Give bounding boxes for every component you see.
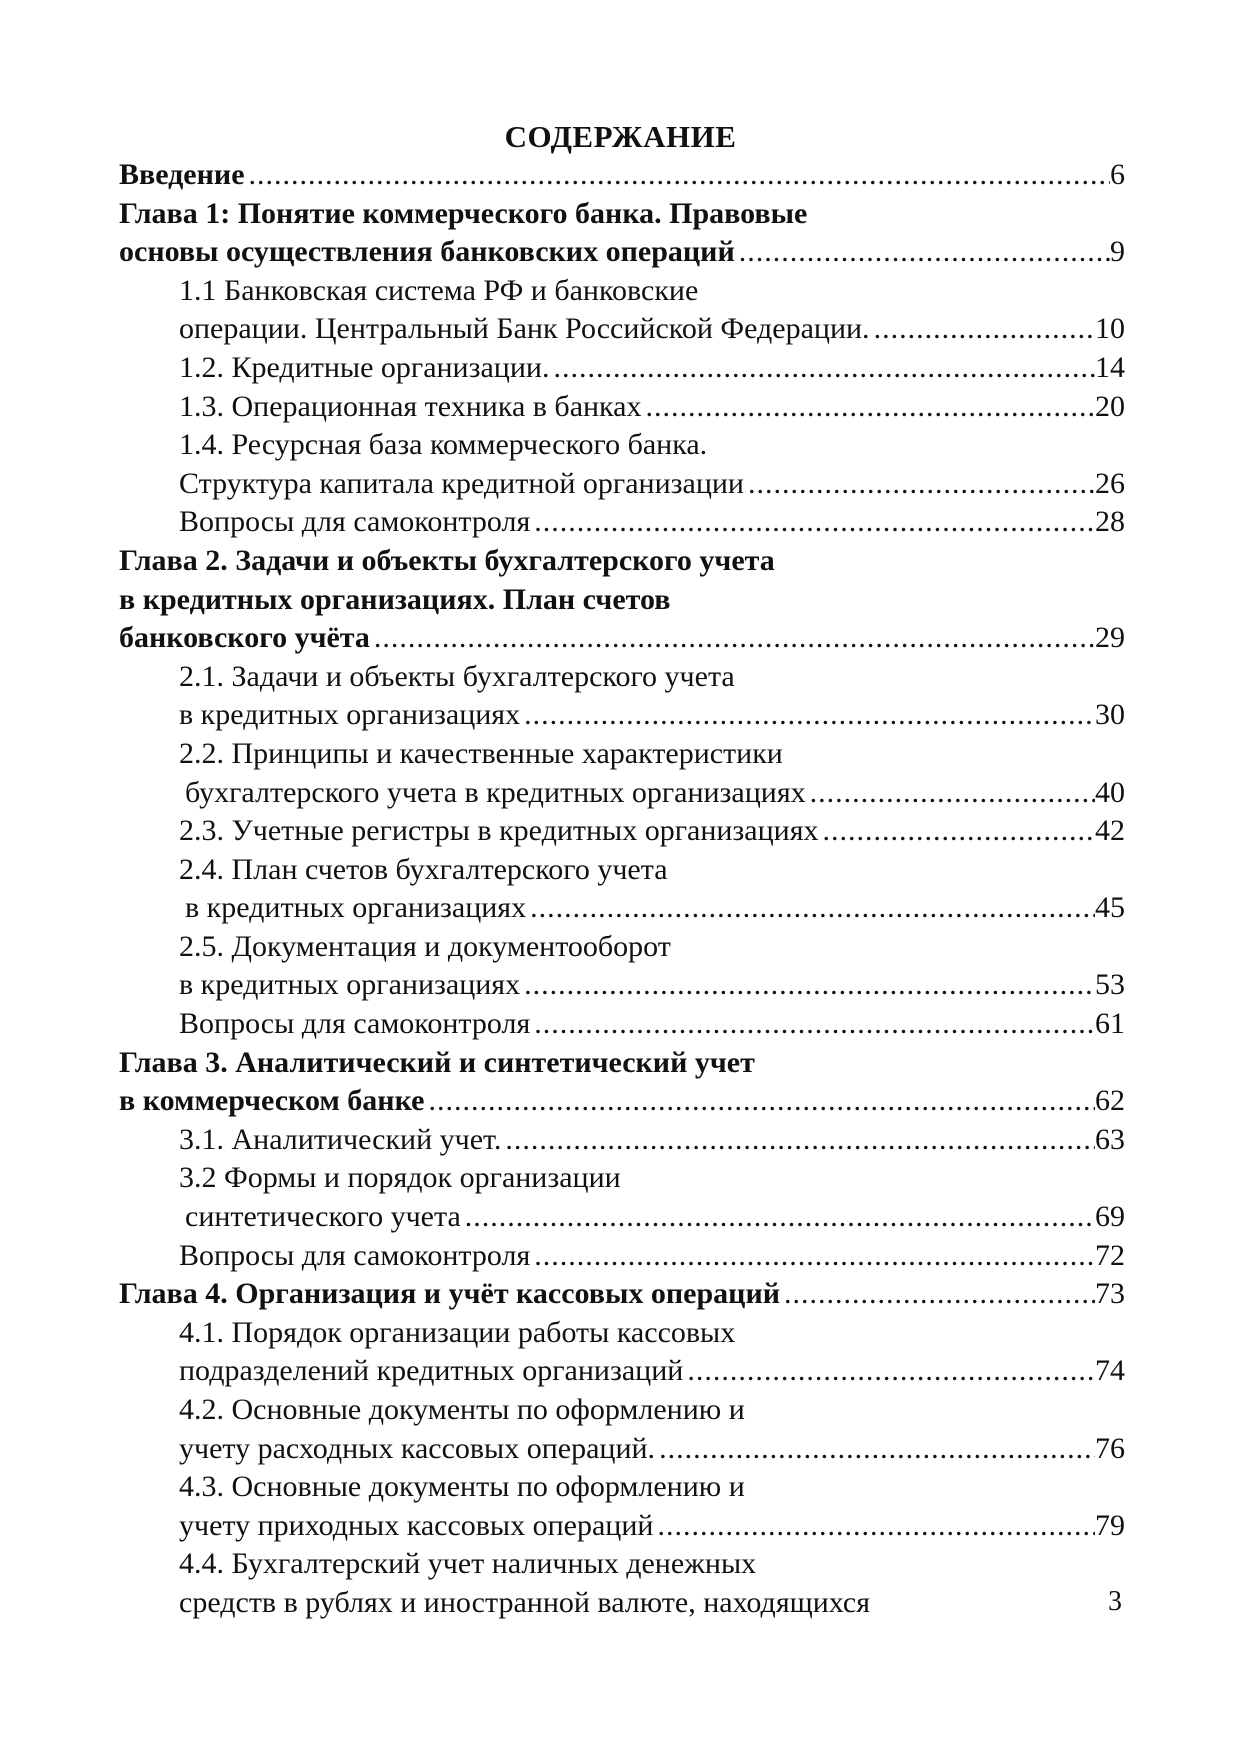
toc-subentry — [119, 465, 1125, 504]
toc-page-number: 14 — [1095, 350, 1125, 384]
toc-entry-text: Глава 3. Аналитический и синтетический учет — [119, 1045, 755, 1079]
toc-entry-text: средств в рублях и иностранной валюте, находящихся — [179, 1585, 871, 1619]
toc-leader-dots — [549, 349, 1095, 388]
toc-page-number: 69 — [1095, 1200, 1125, 1234]
toc-leader-dots — [520, 966, 1095, 1005]
toc-entry — [119, 581, 1125, 620]
toc-subentry — [119, 1198, 1125, 1237]
toc-entry-text: учету приходных кассовых операций — [179, 1508, 654, 1542]
toc-subentry — [119, 503, 1125, 542]
toc-page-number: 10 — [1095, 312, 1125, 346]
toc-page-number: 79 — [1095, 1508, 1125, 1542]
toc-subentry — [119, 1005, 1125, 1044]
toc-entry-text: 1.4. Ресурсная база коммерческого банка. — [179, 428, 708, 462]
toc-entry-text: учету расходных кассовых операций. — [179, 1431, 656, 1465]
toc-leader-dots — [370, 619, 1095, 658]
toc-leader-dots — [526, 889, 1095, 928]
toc-leader-dots — [806, 774, 1095, 813]
toc-page-number: 30 — [1095, 698, 1125, 732]
toc-entry — [119, 1044, 1125, 1083]
toc-subentry — [119, 1430, 1125, 1469]
toc-subentry — [119, 426, 1125, 465]
toc-page-number: 45 — [1095, 891, 1125, 925]
toc-entry — [119, 195, 1125, 234]
toc-entry-text: 2.3. Учетные регистры в кредитных организациях — [179, 814, 819, 848]
toc-subentry — [119, 735, 1125, 774]
toc-page-number: 63 — [1095, 1122, 1125, 1156]
toc-page-number: 42 — [1095, 814, 1125, 848]
toc-entry-text: в кредитных организациях — [179, 968, 521, 1002]
toc-page-number: 72 — [1095, 1238, 1125, 1272]
toc-entry-text: операции. Центральный Банк Российской Федерации. — [179, 312, 870, 346]
toc-subentry — [119, 1159, 1125, 1198]
toc-subentry — [119, 658, 1125, 697]
toc-entry-text: 1.1 Банковская система РФ и банковские — [179, 273, 699, 307]
toc-entry — [119, 156, 1125, 195]
toc-page-number: 26 — [1095, 466, 1125, 500]
toc-entry — [119, 233, 1125, 272]
toc-page-number: 53 — [1095, 968, 1125, 1002]
toc-leader-dots — [744, 465, 1095, 504]
toc-page-number: 61 — [1095, 1007, 1125, 1041]
toc-entry — [119, 542, 1125, 581]
toc-leader-dots — [653, 1507, 1095, 1546]
toc-subentry — [119, 1468, 1125, 1507]
toc-page-number: 20 — [1095, 389, 1125, 423]
toc-entry-text: в кредитных организациях — [179, 698, 521, 732]
toc-subentry — [119, 889, 1125, 928]
page-number: 3 — [1108, 1586, 1122, 1617]
toc-subentry — [119, 1314, 1125, 1353]
toc-leader-dots — [530, 503, 1095, 542]
toc-entry-text: 1.2. Кредитные организации. — [179, 350, 550, 384]
page-title: СОДЕРЖАНИЕ — [504, 119, 737, 154]
toc-entry-text: в кредитных организациях — [185, 891, 527, 925]
toc-entry-text: Глава 4. Организация и учёт кассовых операций — [119, 1277, 781, 1311]
toc-leader-dots — [642, 388, 1096, 427]
toc-entry — [119, 1275, 1125, 1314]
toc-subentry — [119, 1237, 1125, 1276]
toc-leader-dots — [245, 156, 1110, 195]
toc-entry-text: Глава 1: Понятие коммерческого банка. Правовые — [119, 196, 808, 230]
toc-subentry — [119, 1121, 1125, 1160]
toc-leader-dots — [780, 1275, 1095, 1314]
toc-entry-text: 4.3. Основные документы по оформлению и — [179, 1470, 745, 1504]
toc-subentry — [119, 696, 1125, 735]
toc-leader-dots — [735, 233, 1110, 272]
toc-subentry — [119, 349, 1125, 388]
toc-entry-text: Вопросы для самоконтроля — [179, 505, 531, 539]
toc-subentry — [119, 1584, 1125, 1623]
toc-entry-text: в коммерческом банке — [119, 1084, 425, 1118]
toc-subentry — [119, 774, 1125, 813]
toc-entry-text: банковского учёта — [119, 621, 370, 655]
toc-entry-text: 3.2 Формы и порядок организации — [179, 1161, 621, 1195]
toc-leader-dots — [530, 1005, 1095, 1044]
toc-subentry — [119, 928, 1125, 967]
toc-entry-text: подразделений кредитных организаций — [179, 1354, 684, 1388]
toc-subentry — [119, 1507, 1125, 1546]
toc-entry-text: бухгалтерского учета в кредитных организациях — [185, 775, 806, 809]
toc-entry — [119, 619, 1125, 658]
toc-entry-text: основы осуществления банковских операций — [119, 235, 735, 269]
toc-page-number: 29 — [1095, 621, 1125, 655]
toc-subentry — [119, 310, 1125, 349]
toc-subentry — [119, 966, 1125, 1005]
toc-leader-dots — [424, 1082, 1095, 1121]
toc-page-number: 40 — [1095, 775, 1125, 809]
toc-entry-text: 4.2. Основные документы по оформлению и — [179, 1393, 745, 1426]
toc-entry-text: 2.5. Документация и документооборот — [179, 929, 671, 963]
toc-page-number: 73 — [1095, 1277, 1125, 1311]
toc-leader-dots — [461, 1198, 1095, 1237]
toc-entry-text: в кредитных организациях. План счетов — [119, 582, 671, 616]
toc-page-number: 9 — [1110, 235, 1125, 269]
toc-entry-text: 2.1. Задачи и объекты бухгалтерского учета — [179, 659, 735, 693]
toc-leader-dots — [530, 1237, 1095, 1276]
toc-leader-dots — [819, 812, 1095, 851]
toc-entry-text: 1.3. Операционная техника в банках — [179, 389, 642, 423]
toc-page-number: 62 — [1095, 1084, 1125, 1118]
toc-page-number: 6 — [1110, 158, 1125, 191]
toc-subentry — [119, 1352, 1125, 1391]
toc-leader-dots — [501, 1121, 1095, 1160]
toc-page-number: 76 — [1095, 1431, 1125, 1465]
toc-page-number: 74 — [1095, 1354, 1125, 1388]
toc-subentry — [119, 1545, 1125, 1584]
toc-entry — [119, 1082, 1125, 1121]
toc-page-number: 28 — [1095, 505, 1125, 539]
toc-leader-dots — [683, 1352, 1095, 1391]
toc-leader-dots — [870, 310, 1095, 349]
toc-subentry — [119, 272, 1125, 311]
toc-leader-dots — [520, 696, 1095, 735]
toc-subentry — [119, 812, 1125, 851]
toc-entry-text: Глава 2. Задачи и объекты бухгалтерского учета — [119, 543, 775, 577]
table-of-contents — [119, 156, 1125, 1623]
toc-entry-text: 4.1. Порядок организации работы кассовых — [179, 1315, 736, 1349]
toc-subentry — [119, 1391, 1125, 1430]
toc-entry-text: 4.4. Бухгалтерский учет наличных денежных — [179, 1547, 757, 1581]
toc-entry-text: Вопросы для самоконтроля — [179, 1007, 531, 1041]
toc-entry-text: Вопросы для самоконтроля — [179, 1238, 531, 1272]
toc-entry-text: Структура капитала кредитной организации — [179, 466, 744, 500]
toc-entry-text: Введение — [119, 158, 245, 191]
toc-entry-text: 2.2. Принципы и качественные характеристики — [179, 736, 783, 770]
toc-entry-text: 3.1. Аналитический учет. — [179, 1122, 502, 1156]
toc-entry-text: 2.4. План счетов бухгалтерского учета — [179, 852, 668, 886]
toc-subentry — [119, 388, 1125, 427]
toc-subentry — [119, 851, 1125, 890]
toc-entry-text: синтетического учета — [185, 1200, 461, 1234]
toc-leader-dots — [655, 1430, 1095, 1469]
